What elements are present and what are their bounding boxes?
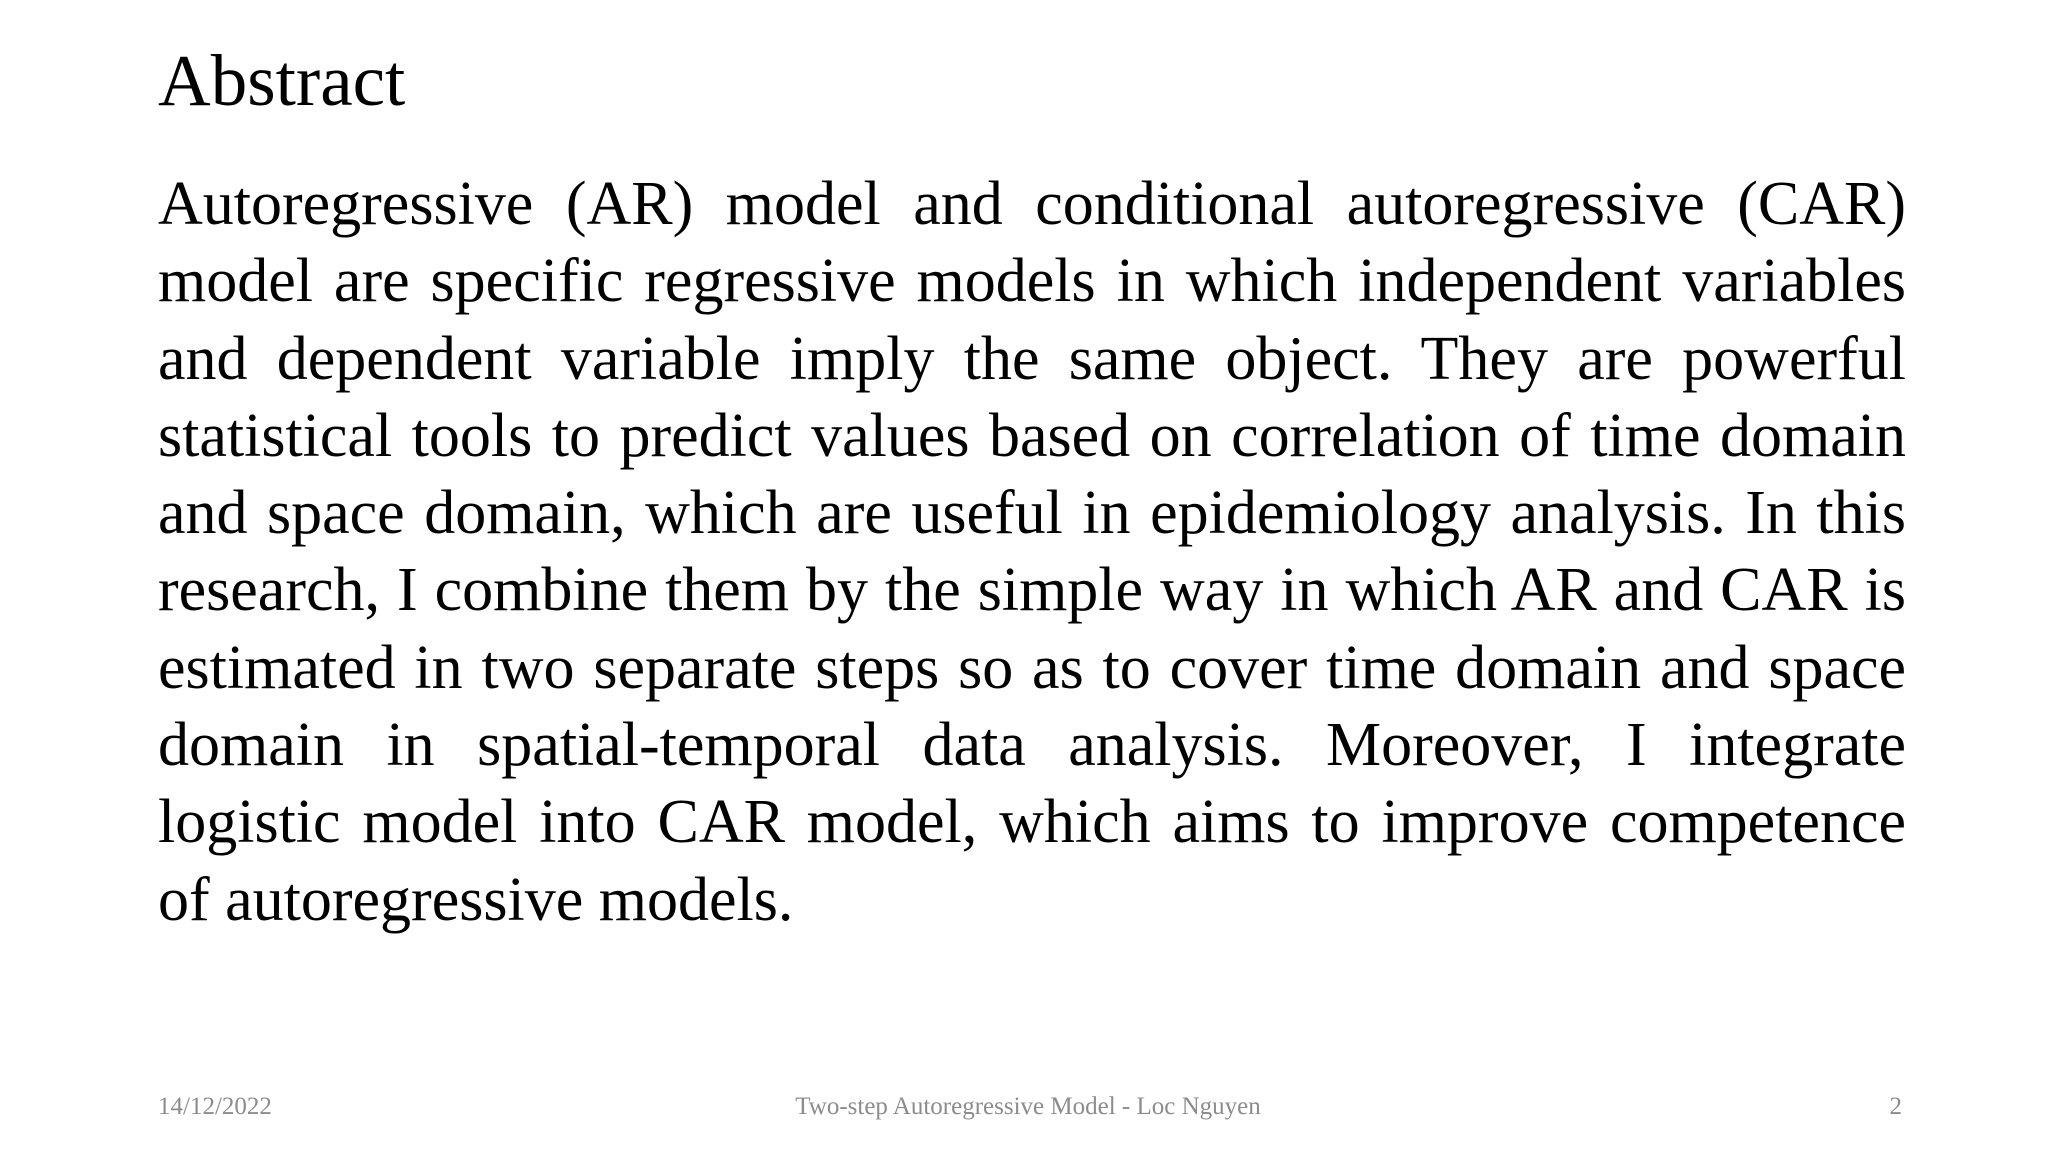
footer-date: 14/12/2022 (158, 1093, 272, 1120)
slide-title: Abstract (158, 40, 406, 121)
footer-title: Two-step Autoregressive Model - Loc Nguyen (795, 1093, 1261, 1120)
abstract-body: Autoregressive (AR) model and conditional autoregressive (CAR) model are specific regressive models in which independent variables and dependent variable imply the same object. They are powerful statistical tools to predict values based on correlation of time domain and space domain, which are useful in epidemiology analysis. In this research, I combine them by the simple way in which AR and CAR is estimated in two separate steps so as to cover time domain and space domain in spatial-temporal data analysis. Moreover, I integrate logistic model into CAR model, which aims to improve competence of autoregressive models. (158, 170, 1906, 934)
page-number: 2 (1889, 1093, 1902, 1120)
